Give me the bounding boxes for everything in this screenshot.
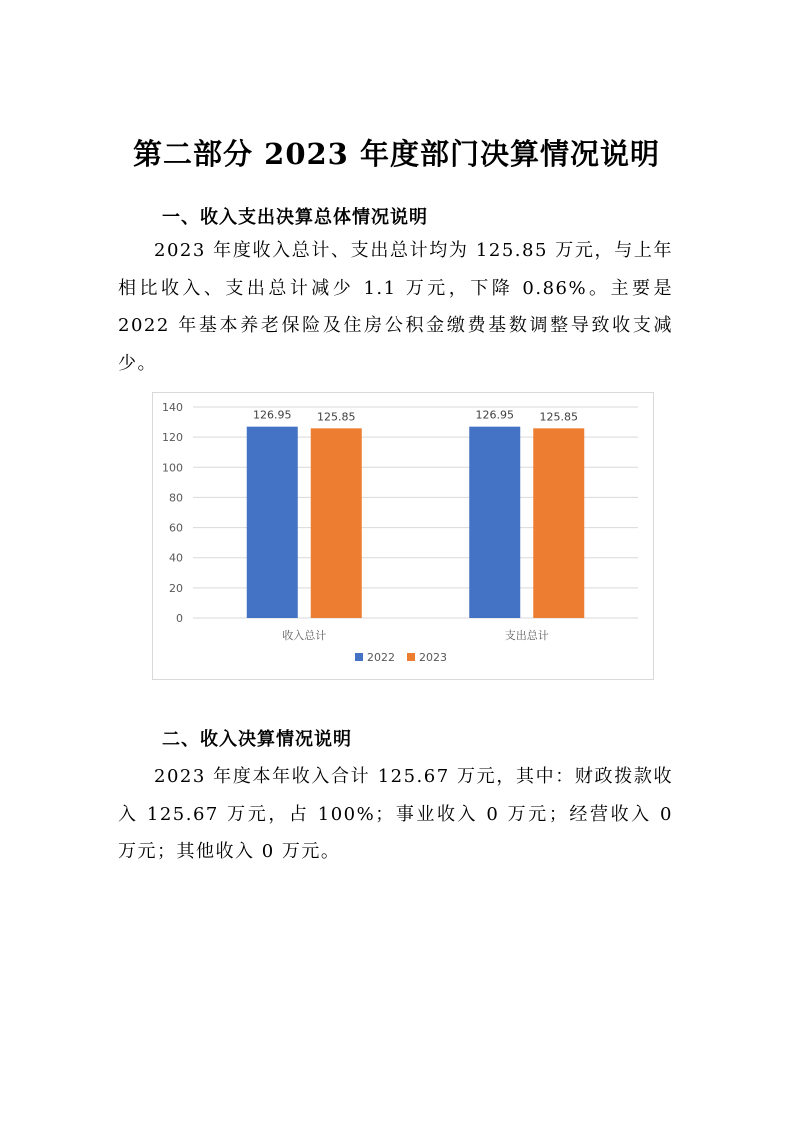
section-heading-income: 二、收入决算情况说明 <box>162 729 352 750</box>
y-tick-label: 80 <box>169 491 183 505</box>
income-expense-chart <box>152 392 654 680</box>
chart-canvas <box>153 393 653 679</box>
x-tick-label: 支出总计 <box>504 629 549 642</box>
legend-label: 2022 <box>367 651 395 664</box>
y-tick-label: 120 <box>162 431 183 445</box>
y-tick-label: 20 <box>169 581 183 595</box>
bar-2023 <box>533 428 584 618</box>
y-tick-label: 0 <box>176 612 183 625</box>
x-tick-label: 收入总计 <box>282 629 327 642</box>
data-label: 126.95 <box>253 408 292 422</box>
legend-swatch-2023 <box>407 653 415 661</box>
y-tick-label: 140 <box>162 401 183 414</box>
bar-2022 <box>469 427 520 618</box>
data-label: 125.85 <box>539 410 578 424</box>
section-paragraph-overview: 2023 年度收入总计、支出总计均为 125.85 万元，与上年相比收入、支出总计减少 1.1 万元，下降 0.86%。主要是 2022 年基本养老保险及住房公积金缴费基数调整导致收支减少。 <box>118 240 673 374</box>
legend-label: 2023 <box>419 651 447 664</box>
y-tick-label: 100 <box>162 461 183 475</box>
section-heading-overview: 一、收入支出决算总体情况说明 <box>162 207 428 228</box>
legend-swatch-2022 <box>355 653 363 661</box>
y-tick-label: 40 <box>169 551 183 565</box>
bar-2022 <box>247 427 298 618</box>
page-title: 第二部分 2023 年度部门决算情况说明 <box>133 137 660 171</box>
data-label: 125.85 <box>317 410 356 424</box>
section-paragraph-income: 2023 年度本年收入合计 125.67 万元，其中：财政拨款收入 125.67 万元，占 100%；事业收入 0 万元；经营收入 0 万元；其他收入 0 万元。 <box>118 766 673 862</box>
y-tick-label: 60 <box>169 521 183 535</box>
bar-2023 <box>311 428 362 618</box>
data-label: 126.95 <box>475 408 514 422</box>
